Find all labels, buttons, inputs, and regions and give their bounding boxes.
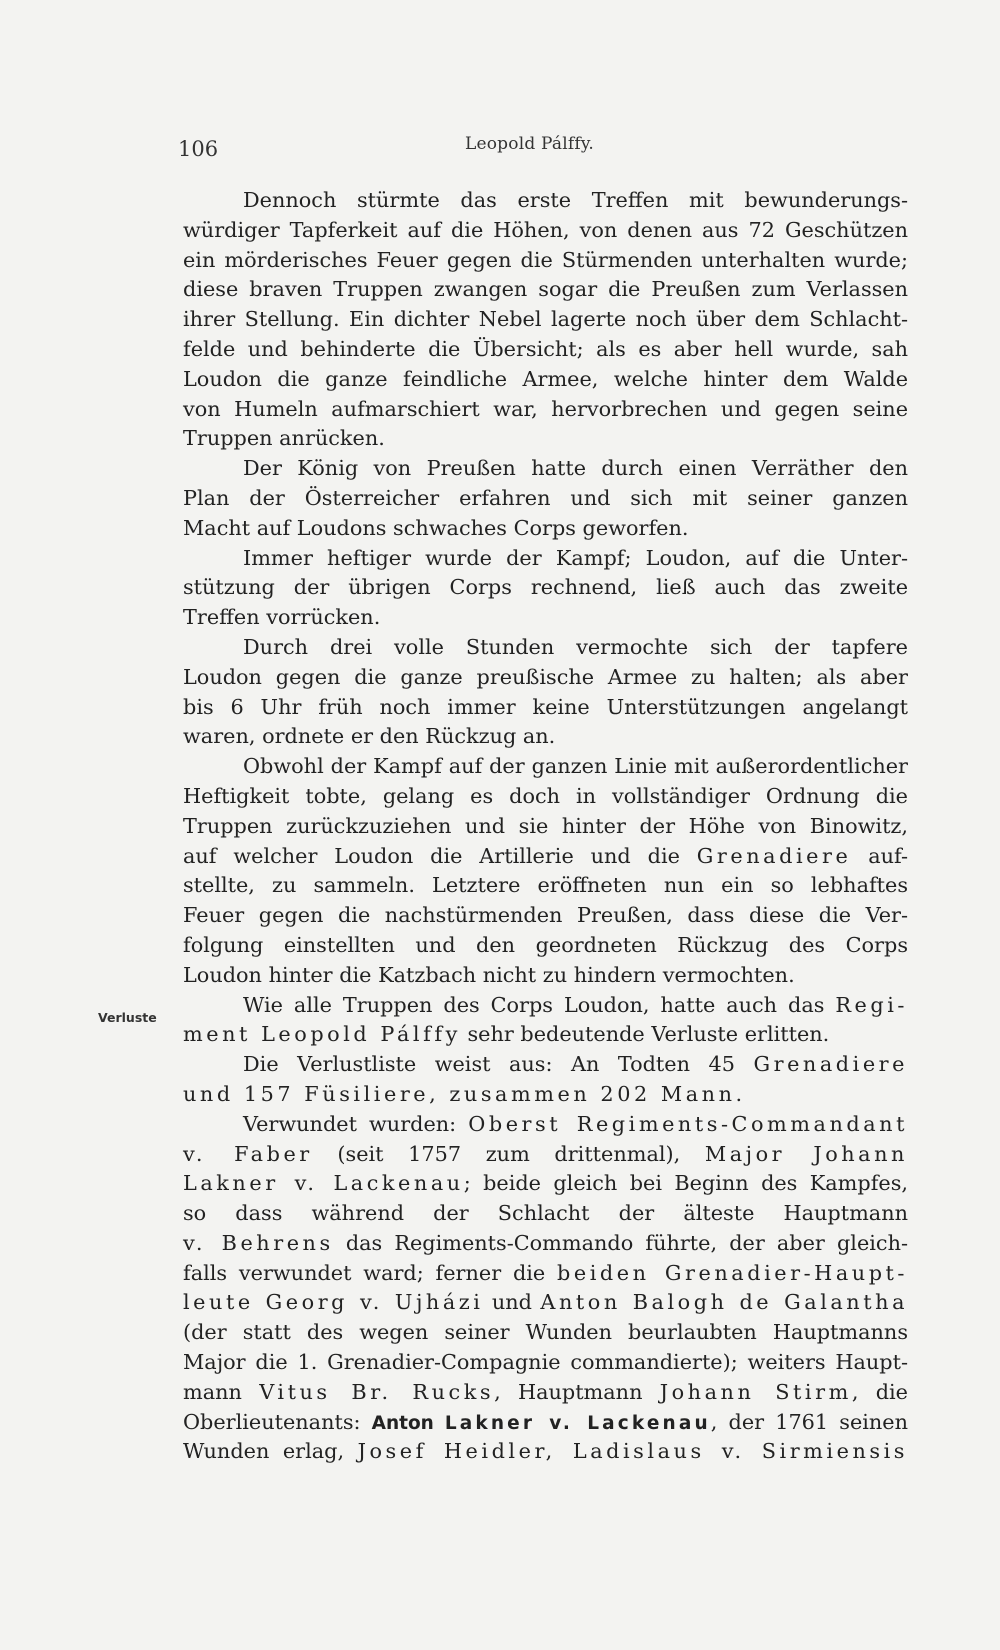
text-line: ein mörderisches Feuer gegen die Stürmenden unterhalten wurde;: [183, 247, 908, 272]
text-line: Wie alle Truppen des Corps Loudon, hatte auch das Regi-: [243, 992, 908, 1017]
margin-note: Verluste: [98, 1010, 157, 1025]
text-line: diese braven Truppen zwangen sogar die Preußen zum Verlassen: [183, 277, 908, 302]
text-line: Major die 1. Grenadier-Compagnie commandierte); weiters Haupt-: [183, 1350, 908, 1375]
text-line: Truppen anrücken.: [183, 426, 385, 451]
text-line: Immer heftiger wurde der Kampf; Loudon, auf die Unter-: [243, 545, 908, 570]
text-line: mann Vitus Br. Rucks, Hauptmann Johann Stirm, die: [183, 1379, 908, 1404]
text-line: von Humeln aufmarschiert war, hervorbrechen und gegen seine: [183, 396, 908, 421]
text-line: Plan der Österreicher erfahren und sich mit seiner ganzen: [183, 485, 908, 510]
text-line: stellte, zu sammeln. Letztere eröffneten nun ein so lebhaftes: [183, 873, 908, 898]
text-line: Truppen zurückzuziehen und sie hinter der Höhe von Binowitz,: [183, 813, 908, 838]
text-line: falls verwundet ward; ferner die beiden Grenadier-Haupt-: [183, 1260, 908, 1285]
text-line: bis 6 Uhr früh noch immer keine Unterstützungen angelangt: [183, 694, 908, 719]
text-line: Loudon hinter die Katzbach nicht zu hindern vermochten.: [183, 962, 795, 987]
text-line: Verwundet wurden: Oberst Regiments-Commandant: [243, 1111, 909, 1136]
text-line: auf welcher Loudon die Artillerie und die Grenadiere auf-: [183, 843, 908, 868]
text-line: Die Verlustliste weist aus: An Todten 45 Grenadiere: [243, 1052, 908, 1077]
text-line: v. Faber (seit 1757 zum drittenmal), Major Johann: [183, 1141, 908, 1166]
text-line: felde und behinderte die Übersicht; als es aber hell wurde, sah: [183, 336, 908, 361]
text-line: Oberlieutenants: Anton Lakner v. Lackenau, der 1761 seinen: [183, 1409, 908, 1434]
body-text: [183, 186, 908, 1467]
text-line: (der statt des wegen seiner Wunden beurlaubten Hauptmanns: [183, 1320, 908, 1345]
text-line: waren, ordnete er den Rückzug an.: [183, 724, 556, 749]
text-line: Wunden erlag, Josef Heidler, Ladislaus v. Sirmiensis: [183, 1439, 909, 1464]
text-line: stützung der übrigen Corps rechnend, ließ auch das zweite: [183, 575, 908, 600]
text-line: so dass während der Schlacht der älteste Hauptmann: [183, 1201, 908, 1226]
text-line: Loudon gegen die ganze preußische Armee zu halten; als aber: [183, 664, 908, 689]
text-line: Der König von Preußen hatte durch einen Verräther den: [243, 456, 908, 481]
text-line: ment Leopold Pálffy sehr bedeutende Verluste erlitten.: [183, 1022, 830, 1047]
running-head: Leopold Pálffy.: [465, 134, 595, 154]
text-line: ihrer Stellung. Ein dichter Nebel lagerte noch über dem Schlacht-: [183, 307, 908, 332]
text-line: Dennoch stürmte das erste Treffen mit bewunderungs-: [243, 188, 908, 212]
text-line: Feuer gegen die nachstürmenden Preußen, dass diese die Ver-: [183, 903, 908, 928]
text-line: folgung einstellten und den geordneten Rückzug des Corps: [183, 932, 908, 957]
text-line: Loudon die ganze feindliche Armee, welche hinter dem Walde: [183, 366, 908, 391]
text-line: und 157 Füsiliere, zusammen 202 Mann.: [183, 1081, 743, 1106]
text-line: Macht auf Loudons schwaches Corps geworfen.: [183, 515, 689, 540]
page-number: 106: [178, 137, 219, 161]
text-line: v. Behrens das Regiments-Commando führte, der aber gleich-: [183, 1230, 908, 1255]
text-line: würdiger Tapferkeit auf die Höhen, von denen aus 72 Geschützen: [183, 217, 908, 242]
text-line: Lakner v. Lackenau; beide gleich bei Beginn des Kampfes,: [183, 1171, 908, 1196]
text-line: Treffen vorrücken.: [183, 605, 381, 630]
text-line: leute Georg v. Ujházi und Anton Balogh de Galantha: [183, 1290, 908, 1315]
text-line: Heftigkeit tobte, gelang es doch in vollständiger Ordnung die: [183, 783, 908, 808]
text-line: Obwohl der Kampf auf der ganzen Linie mit außerordentlicher: [243, 754, 908, 779]
text-line: Durch drei volle Stunden vermochte sich der tapfere: [243, 634, 908, 659]
